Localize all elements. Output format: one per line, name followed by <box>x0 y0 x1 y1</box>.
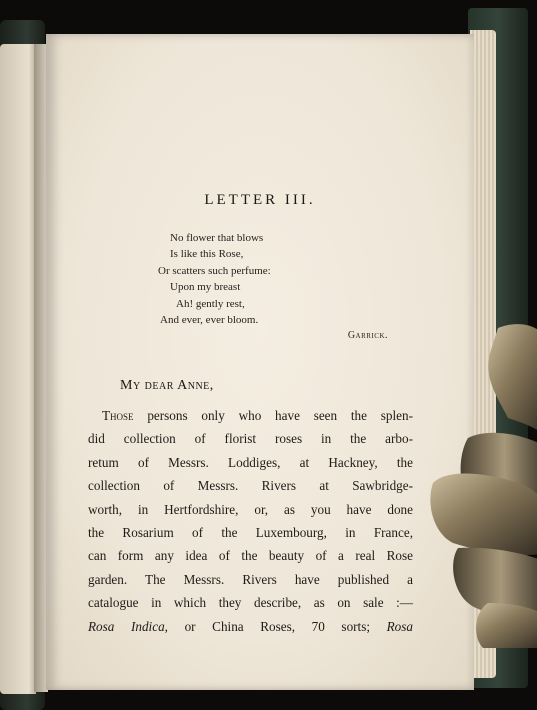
epigraph-poem <box>158 230 398 345</box>
letter-body <box>88 404 413 638</box>
body-line: the Rosarium of the Luxembourg, in France, <box>88 525 413 541</box>
body-line: collection of Messrs. Rivers at Sawbridge- <box>88 478 413 494</box>
poem-line: Ah! gently rest, <box>176 297 245 310</box>
letter-salutation: My dear Anne, <box>120 378 214 393</box>
italic-text: Rosa <box>386 618 413 634</box>
poem-line: No flower that blows <box>170 232 264 244</box>
left-page <box>0 44 36 694</box>
body-line: did collection of florist roses in the arbo- <box>88 431 413 447</box>
body-line: worth, in Hertfordshire, or, as you have done <box>88 501 413 517</box>
metal-book-clip <box>428 318 537 648</box>
poem-line: Is like this Rose, <box>170 248 244 261</box>
poem-line: Upon my breast <box>170 281 241 294</box>
body-line-text: , or China Roses, 70 sorts; <box>164 618 387 634</box>
body-line: catalogue in which they describe, as on sale :— <box>88 595 413 611</box>
poem-line: Or scatters such perfume: <box>158 264 271 277</box>
poem-author: Garrick. <box>347 330 388 342</box>
italic-text: Rosa Indica <box>88 618 165 634</box>
body-line: can form any idea of the beauty of a real Rose <box>88 548 413 564</box>
body-line-text: persons only who have seen the splen- <box>133 408 413 423</box>
body-line <box>88 615 413 638</box>
chapter-heading: LETTER III. <box>204 192 316 208</box>
poem-line: And ever, ever bloom. <box>160 314 259 327</box>
book-page <box>46 34 474 690</box>
first-word: Those <box>102 408 134 423</box>
body-line: retum of Messrs. Loddiges, at Hackney, the <box>88 454 413 470</box>
body-line <box>88 404 413 427</box>
body-line: garden. The Messrs. Rivers have published a <box>88 571 413 587</box>
